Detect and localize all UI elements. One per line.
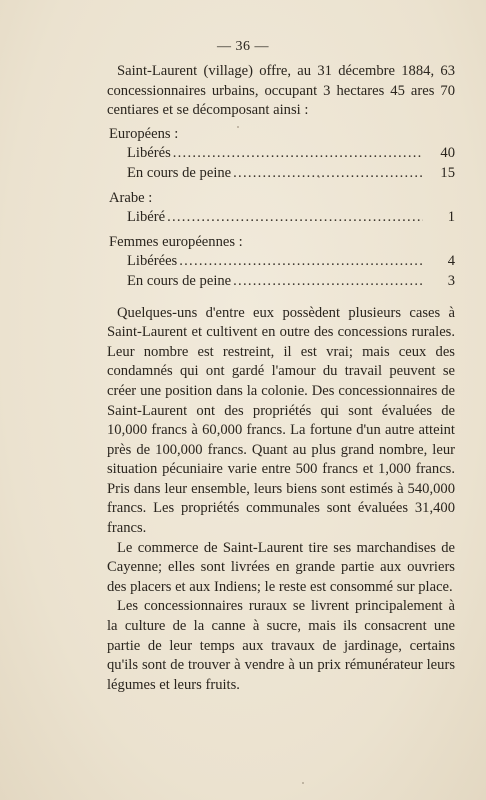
row-label: Libéré (127, 209, 166, 226)
dot-leader (173, 144, 423, 164)
table-row (107, 144, 455, 164)
intro-paragraph: Saint-Laurent (village) offre, au 31 décembre 1884, 63 concessionnaires urbains, occupant 3 hectares 45 ares 70 centiares et se décomposant ainsi : (107, 63, 455, 119)
row-value: 4 (447, 253, 455, 270)
paper-speck (302, 782, 304, 784)
page-body (107, 62, 455, 695)
page-number: — 36 — (217, 39, 269, 54)
paper-speck (237, 126, 239, 128)
row-label: En cours de peine (127, 272, 232, 289)
table-row (107, 164, 455, 184)
group-title-femmes: Femmes européennes : (109, 233, 243, 250)
row-value: 1 (447, 209, 455, 226)
body-paragraph: Les concessionnaires ruraux se livrent principalement à la culture de la canne à sucre, mais ils consacrent une partie de leur temps aux travaux de jardinage, certains qu'ils sont de trouver à vendre à un prix rémunérateur leurs légumes et leurs fruits. (107, 598, 455, 693)
group-title-europeens: Européens : (109, 125, 179, 142)
table-row (107, 208, 455, 228)
row-value: 3 (447, 272, 455, 289)
table-row (107, 252, 455, 272)
row-value: 40 (440, 145, 455, 162)
group-title-arabe: Arabe : (109, 189, 153, 206)
row-label: Libérés (127, 145, 171, 162)
row-value: 15 (440, 164, 455, 181)
dot-leader (233, 164, 423, 184)
body-paragraph: Le commerce de Saint-Laurent tire ses marchandises de Cayenne; elles sont livrées en grande partie aux ouvriers des placers et aux Indiens; le reste est consommé sur place. (107, 539, 455, 595)
row-label: En cours de peine (127, 164, 232, 181)
dot-leader (167, 208, 423, 228)
concessionnaires-table (107, 125, 455, 292)
dot-leader (233, 272, 423, 292)
body-paragraph: Quelques-uns d'entre eux possèdent plusieurs cases à Saint-Laurent et cultivent en outre des concessions rurales. Leur nombre est restreint, il est vrai; mais ceux des condamnés qui ont gardé l'amour du travail peuvent se créer une position dans la colonie. Des concessionnaires de Saint-Laurent ont des propriétés qui sont évaluées de 10,000 francs à 60,000 francs. La fortune d'un autre atteint près de 100,000 francs. Quant au plus grand nombre, leur situation pécuniaire varie entre 500 francs et 1,000 francs. Pris dans leur ensemble, leurs biens sont estimés à 540,000 francs. Les propriétés communales sont évaluées 31,400 francs. (107, 304, 455, 537)
row-label: Libérées (127, 253, 178, 270)
dot-leader (179, 252, 423, 272)
table-row (107, 272, 455, 292)
paper-speck (318, 176, 320, 178)
